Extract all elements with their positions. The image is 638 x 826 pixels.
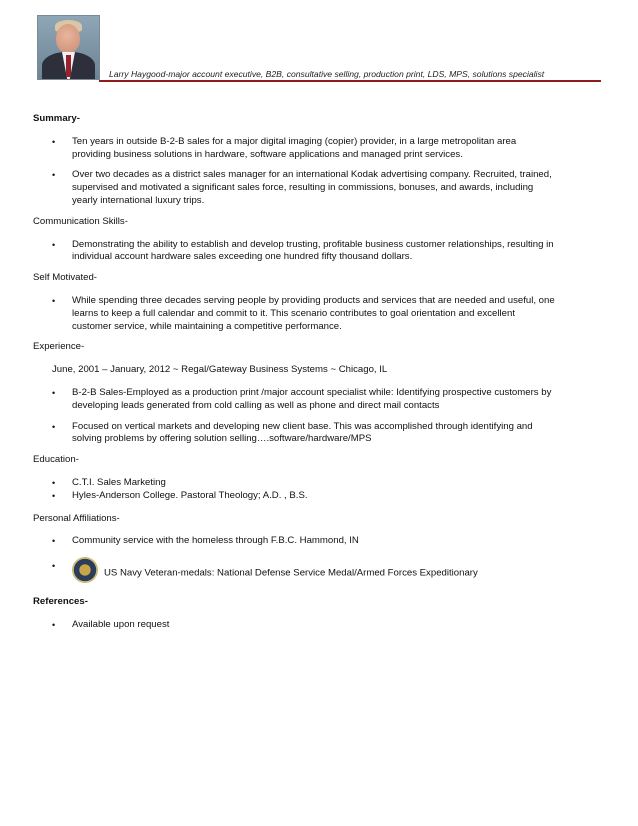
list-item: • US Navy Veteran-medals: National Defense Service Medal/Armed Forces Expeditionary [33, 560, 603, 586]
affiliations-list [33, 535, 603, 586]
experience-list [33, 387, 603, 446]
list-item: • Community service with the homeless through F.B.C. Hammond, IN [52, 535, 359, 547]
list-item: • While spending three decades serving people by providing products and services that are needed and useful, one learns to keep a full calendar and commit to it. This scenario contributes to goal orientation and excellent customer service, while maintaining a competitive performance. [52, 294, 555, 332]
communication-heading: Communication Skills- [33, 215, 128, 227]
list-item: • Demonstrating the ability to establish and develop trusting, profitable business customer relationships, resulting in individual account hardware sales exceeding one hundred fifty thousand dollars. [52, 238, 554, 263]
job-line: June, 2001 – January, 2012 ~ Regal/Gateway Business Systems ~ Chicago, IL [52, 364, 388, 376]
list-item: • Focused on vertical markets and developing new client base. This was accomplished through identifying and solving problems by offering solution selling….software/hardware/MPS [52, 420, 533, 445]
header-divider [99, 80, 601, 82]
summary-heading: Summary- [33, 113, 80, 124]
references-heading: References- [33, 596, 88, 608]
list-item: • C.T.I. Sales Marketing [52, 476, 166, 488]
navy-seal-icon [72, 557, 98, 583]
list-item: • Over two decades as a district sales manager for an international Kodak advertising company. Recruited, trained, supervised and motivated a significant sales force, resulting in commissions, bonuses, and awards, including yearly international luxury trips. [52, 169, 552, 206]
list-item: • Hyles-Anderson College. Pastoral Theology; A.D. , B.S. [52, 489, 308, 501]
references-list [33, 619, 603, 632]
education-list [33, 477, 603, 503]
education-heading: Education- [33, 454, 79, 466]
self-motivated-heading: Self Motivated- [33, 272, 97, 284]
affiliations-heading: Personal Affiliations- [33, 512, 120, 524]
list-item: • Available upon request [52, 618, 170, 630]
list-item: • Ten years in outside B-2-B sales for a major digital imaging (copier) provider, in a large metropolitan area providing business solutions in hardware, software applications and managed print services. [52, 135, 517, 160]
communication-list [33, 239, 603, 265]
header-tagline: Larry Haygood-major account executive, B2B, consultative selling, production print, LDS, MPS, solutions specialist [109, 69, 545, 79]
self-motivated-list [33, 295, 603, 333]
profile-photo [37, 15, 100, 80]
list-item: • B-2-B Sales-Employed as a production print /major account specialist while: Identifying prospective customers by developing leads generated from cold calling as well as phone and direct mail contacts [52, 386, 552, 411]
summary-list [33, 136, 603, 208]
experience-heading: Experience- [33, 341, 85, 353]
resume-body [33, 113, 603, 632]
